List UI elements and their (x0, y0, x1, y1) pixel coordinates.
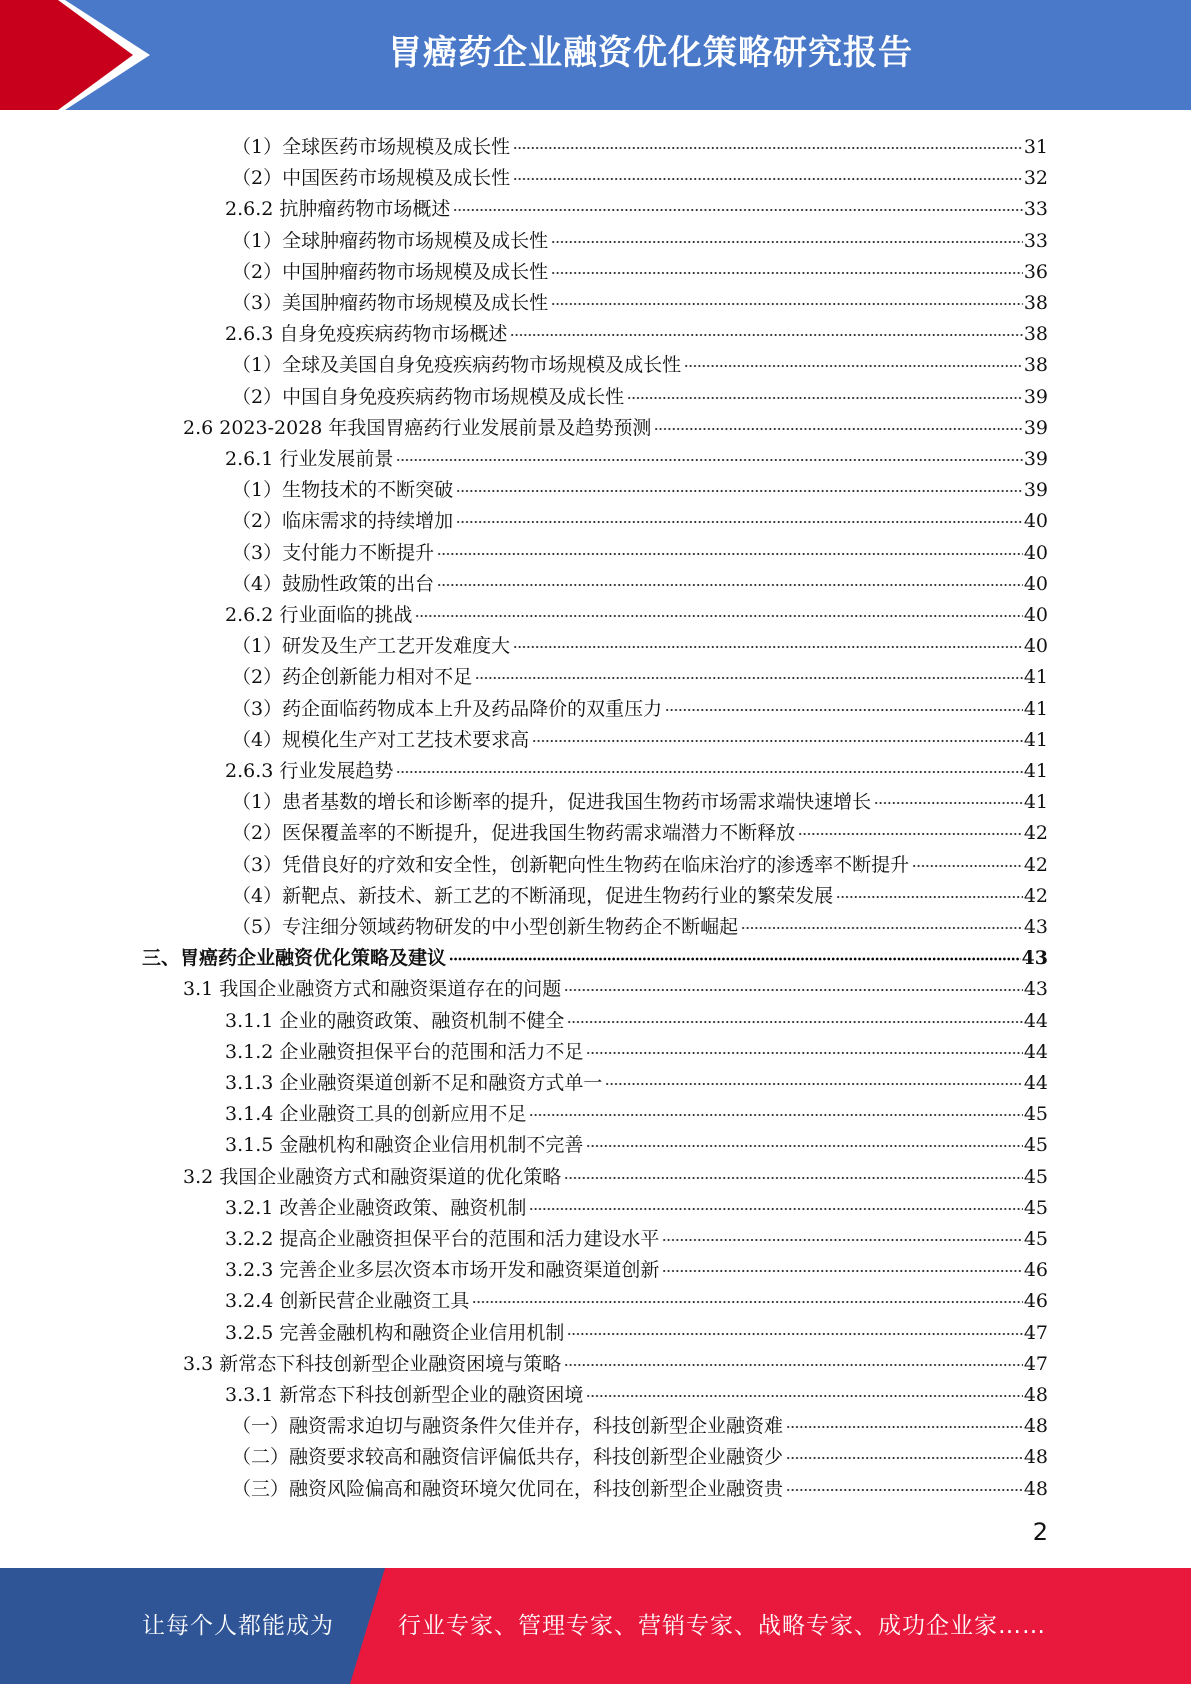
toc-entry-page: 43 (1023, 916, 1048, 938)
red-arrow-decoration (0, 0, 150, 110)
toc-entry[interactable] (225, 1063, 1048, 1094)
toc-entry-title: 2.6.2 抗肿瘤药物市场概述 (225, 198, 451, 221)
toc-entry[interactable] (232, 876, 1048, 907)
toc-entry-page: 47 (1023, 1352, 1048, 1375)
toc-entry-title: （2）药企创新能力相对不足 (232, 666, 473, 689)
toc-entry-page: 41 (1023, 666, 1048, 689)
toc-entry-page: 40 (1023, 635, 1048, 658)
toc-entry[interactable] (225, 1281, 1048, 1312)
footer-roles: 行业专家、管理专家、营销专家、战略专家、成功企业家…… (398, 1613, 1046, 1639)
toc-dot-leader (510, 330, 1022, 340)
toc-entry[interactable] (232, 1437, 1048, 1468)
toc-entry-page: 44 (1023, 1072, 1048, 1094)
toc-dot-leader (513, 143, 1023, 153)
toc-dot-leader (654, 424, 1022, 434)
toc-entry-title: 3.1.2 企业融资担保平台的范围和活力不足 (225, 1040, 584, 1063)
toc-entry-title: 3.3.1 新常态下科技创新型企业的融资困境 (225, 1384, 584, 1406)
toc-entry-title: （1）生物技术的不断突破 (232, 479, 454, 502)
toc-dot-leader (472, 1297, 1022, 1307)
toc-entry[interactable] (225, 1375, 1048, 1406)
toc-entry-page: 40 (1023, 572, 1048, 595)
toc-entry-page: 38 (1023, 292, 1048, 314)
toc-entry-page: 45 (1023, 1103, 1048, 1126)
toc-entry-page: 42 (1023, 853, 1048, 876)
toc-entry-title: 2.6.2 行业面临的挑战 (225, 604, 413, 626)
toc-entry[interactable] (232, 845, 1048, 876)
toc-dot-leader (396, 455, 1022, 465)
toc-dot-leader (396, 767, 1022, 777)
toc-dot-leader (529, 1204, 1022, 1214)
footer-slogan: 让每个人都能成为 (142, 1613, 334, 1639)
toc-entry[interactable] (232, 221, 1048, 252)
toc-dot-leader (786, 1453, 1023, 1463)
page-header (0, 0, 1191, 110)
toc-entry-page: 39 (1023, 416, 1048, 439)
toc-entry[interactable] (225, 1250, 1048, 1281)
toc-dot-leader (529, 1110, 1022, 1120)
toc-entry[interactable] (232, 127, 1048, 158)
toc-dot-leader (415, 611, 1022, 621)
toc-entry-page: 46 (1023, 1259, 1048, 1282)
toc-entry[interactable] (183, 408, 1048, 439)
toc-entry[interactable] (142, 938, 1048, 969)
toc-dot-leader (456, 517, 1023, 527)
toc-dot-leader (741, 923, 1023, 933)
toc-entry-page: 38 (1023, 354, 1048, 377)
toc-dot-leader (586, 1391, 1022, 1401)
toc-entry[interactable] (232, 564, 1048, 595)
toc-dot-leader (513, 174, 1023, 184)
toc-dot-leader (662, 1266, 1022, 1276)
toc-entry-page: 41 (1023, 760, 1048, 782)
toc-entry-page: 43 (1023, 978, 1048, 1001)
toc-entry-page: 48 (1023, 1446, 1048, 1469)
toc-entry-title: （1）患者基数的增长和诊断率的提升，促进我国生物药市场需求端快速增长 (232, 791, 872, 814)
toc-entry-page: 43 (1021, 947, 1048, 970)
toc-dot-leader (551, 299, 1023, 309)
toc-dot-leader (567, 1017, 1022, 1027)
toc-dot-leader (665, 705, 1023, 715)
toc-dot-leader (836, 892, 1023, 902)
page-footer (0, 1568, 1191, 1684)
toc-entry-title: （3）凭借良好的疗效和安全性，创新靶向性生物药在临床治疗的渗透率不断提升 (232, 853, 910, 876)
toc-entry[interactable] (232, 626, 1048, 657)
toc-dot-leader (798, 829, 1023, 839)
toc-entry[interactable] (225, 314, 1048, 345)
toc-dot-leader (662, 1235, 1022, 1245)
toc-entry-page: 46 (1023, 1290, 1048, 1313)
toc-entry-page: 44 (1023, 1009, 1048, 1032)
toc-dot-leader (684, 361, 1023, 371)
toc-entry[interactable] (225, 751, 1048, 782)
toc-dot-leader (551, 268, 1023, 278)
toc-entry-title: （1）全球肿瘤药物市场规模及成长性 (232, 229, 549, 252)
toc-entry-page: 45 (1023, 1228, 1048, 1250)
toc-entry-page: 39 (1023, 479, 1048, 502)
toc-dot-leader (532, 736, 1023, 746)
toc-dot-leader (551, 237, 1023, 247)
toc-entry[interactable] (225, 439, 1048, 470)
toc-entry-title: （5）专注细分领域药物研发的中小型创新生物药企不断崛起 (232, 916, 739, 938)
toc-entry[interactable] (225, 1032, 1048, 1063)
toc-entry-title: （1）研发及生产工艺开发难度大 (232, 635, 511, 658)
toc-entry-page: 42 (1023, 884, 1048, 907)
toc-entry-title: （3）药企面临药物成本上升及药品降价的双重压力 (232, 697, 663, 720)
toc-entry-title: （一）融资需求迫切与融资条件欠佳并存，科技创新型企业融资难 (232, 1415, 784, 1438)
toc-entry[interactable] (232, 470, 1048, 501)
toc-dot-leader (437, 580, 1023, 590)
toc-entry[interactable] (225, 1188, 1048, 1219)
toc-entry-page: 40 (1023, 541, 1048, 564)
toc-entry[interactable] (232, 501, 1048, 532)
toc-entry-page: 39 (1023, 385, 1048, 408)
toc-entry[interactable] (232, 813, 1048, 844)
toc-entry-page: 44 (1023, 1040, 1048, 1063)
toc-dot-leader (786, 1422, 1023, 1432)
toc-dot-leader (564, 985, 1023, 995)
toc-dot-leader (453, 205, 1022, 215)
toc-entry-title: （2）中国自身免疫疾病药物市场规模及成长性 (232, 385, 625, 408)
toc-entry[interactable] (225, 1001, 1048, 1032)
toc-entry-title: 3.2.5 完善金融机构和融资企业信用机制 (225, 1321, 565, 1344)
toc-entry-title: （2）临床需求的持续增加 (232, 510, 454, 533)
toc-entry[interactable] (232, 345, 1048, 376)
toc-entry-page: 41 (1023, 791, 1048, 814)
toc-entry-page: 33 (1023, 229, 1048, 252)
toc-entry[interactable] (183, 1344, 1048, 1375)
toc-dot-leader (564, 1360, 1023, 1370)
toc-entry-page: 32 (1023, 167, 1048, 190)
toc-entry-title: 3.2 我国企业融资方式和融资渠道的优化策略 (183, 1165, 562, 1188)
toc-entry-title: 3.1.4 企业融资工具的创新应用不足 (225, 1103, 527, 1126)
toc-entry[interactable] (225, 189, 1048, 220)
toc-entry-title: 2.6.1 行业发展前景 (225, 448, 394, 470)
toc-entry-page: 38 (1023, 323, 1048, 346)
toc-dot-leader (475, 673, 1023, 683)
toc-dot-leader (449, 954, 1021, 964)
toc-entry[interactable] (225, 1219, 1048, 1250)
toc-dot-leader (874, 798, 1023, 808)
toc-entry-title: （二）融资要求较高和融资信评偏低共存，科技创新型企业融资少 (232, 1446, 784, 1469)
toc-entry-title: 三、胃癌药企业融资优化策略及建议 (142, 947, 447, 970)
toc-entry[interactable] (232, 720, 1048, 751)
toc-entry-title: 3.2.3 完善企业多层次资本市场开发和融资渠道创新 (225, 1259, 660, 1282)
toc-entry-title: 2.6.3 自身免疫疾病药物市场概述 (225, 323, 508, 346)
toc-entry-page: 41 (1023, 728, 1048, 751)
page-number: 2 (1032, 1518, 1048, 1546)
toc-entry[interactable] (232, 782, 1048, 813)
toc-entry[interactable] (232, 252, 1048, 283)
toc-entry[interactable] (225, 595, 1048, 626)
toc-dot-leader (513, 642, 1023, 652)
toc-entry-page: 36 (1023, 260, 1048, 283)
toc-entry-title: 3.2.1 改善企业融资政策、融资机制 (225, 1196, 527, 1219)
toc-entry[interactable] (225, 1125, 1048, 1156)
toc-entry-page: 33 (1023, 198, 1048, 221)
toc-entry-title: （4）规模化生产对工艺技术要求高 (232, 728, 530, 751)
toc-entry-page: 45 (1023, 1196, 1048, 1219)
toc-entry-title: （2）中国肿瘤药物市场规模及成长性 (232, 260, 549, 283)
toc-entry-title: （2）医保覆盖率的不断提升，促进我国生物药需求端潜力不断释放 (232, 822, 796, 845)
toc-entry-page: 45 (1023, 1165, 1048, 1188)
toc-entry[interactable] (183, 969, 1048, 1000)
toc-entry-page: 48 (1023, 1415, 1048, 1438)
toc-entry[interactable] (225, 1094, 1048, 1125)
toc-entry[interactable] (232, 689, 1048, 720)
toc-entry[interactable] (232, 657, 1048, 688)
toc-entry[interactable] (232, 533, 1048, 564)
toc-entry-title: （4）新靶点、新技术、新工艺的不断涌现，促进生物药行业的繁荣发展 (232, 884, 834, 907)
toc-dot-leader (586, 1141, 1022, 1151)
toc-entry[interactable] (232, 283, 1048, 314)
toc-entry-title: 3.1.1 企业的融资政策、融资机制不健全 (225, 1009, 565, 1032)
toc-entry-title: （三）融资风险偏高和融资环境欠优同在，科技创新型企业融资贵 (232, 1477, 784, 1500)
toc-dot-leader (627, 393, 1023, 403)
toc-entry-title: （3）美国肿瘤药物市场规模及成长性 (232, 292, 549, 314)
toc-entry-page: 45 (1023, 1134, 1048, 1157)
toc-entry-page: 41 (1023, 697, 1048, 720)
toc-entry[interactable] (183, 1157, 1048, 1188)
toc-entry-title: 3.2.2 提高企业融资担保平台的范围和活力建设水平 (225, 1228, 660, 1250)
toc-dot-leader (605, 1079, 1022, 1089)
toc-dot-leader (912, 861, 1023, 871)
toc-entry-title: 3.2.4 创新民营企业融资工具 (225, 1290, 470, 1313)
toc-entry[interactable] (225, 1313, 1048, 1344)
toc-entry[interactable] (232, 907, 1048, 938)
toc-dot-leader (586, 1048, 1022, 1058)
toc-entry-page: 48 (1023, 1477, 1048, 1500)
toc-entry-title: 2.6 2023-2028 年我国胃癌药行业发展前景及趋势预测 (183, 416, 652, 439)
toc-entry-title: （4）鼓励性政策的出台 (232, 572, 435, 595)
toc-dot-leader (456, 486, 1023, 496)
toc-dot-leader (567, 1329, 1022, 1339)
toc-dot-leader (564, 1173, 1023, 1183)
toc-entry-page: 42 (1023, 822, 1048, 845)
toc-entry-page: 48 (1023, 1384, 1048, 1406)
report-title: 胃癌药企业融资优化策略研究报告 (388, 33, 913, 73)
toc-dot-leader (437, 549, 1023, 559)
toc-entry-title: 3.3 新常态下科技创新型企业融资困境与策略 (183, 1352, 562, 1375)
toc-entry-title: （3）支付能力不断提升 (232, 541, 435, 564)
toc-entry[interactable] (232, 158, 1048, 189)
toc-entry-title: （1）全球医药市场规模及成长性 (232, 136, 511, 158)
toc-entry-title: （2）中国医药市场规模及成长性 (232, 167, 511, 190)
toc-entry[interactable] (232, 377, 1048, 408)
toc-dot-leader (786, 1485, 1023, 1495)
toc-entry-page: 31 (1023, 136, 1048, 158)
toc-entry[interactable] (232, 1469, 1048, 1500)
toc-entry-title: （1）全球及美国自身免疫疾病药物市场规模及成长性 (232, 354, 682, 377)
toc-entry[interactable] (232, 1406, 1048, 1437)
toc-entry-page: 40 (1023, 510, 1048, 533)
toc-entry-page: 40 (1023, 604, 1048, 626)
toc-entry-page: 47 (1023, 1321, 1048, 1344)
toc-entry-title: 3.1 我国企业融资方式和融资渠道存在的问题 (183, 978, 562, 1001)
toc-entry-title: 3.1.5 金融机构和融资企业信用机制不完善 (225, 1134, 584, 1157)
toc-entry-page: 39 (1023, 448, 1048, 470)
toc-entry-title: 3.1.3 企业融资渠道创新不足和融资方式单一 (225, 1072, 603, 1094)
toc-entry-title: 2.6.3 行业发展趋势 (225, 760, 394, 782)
